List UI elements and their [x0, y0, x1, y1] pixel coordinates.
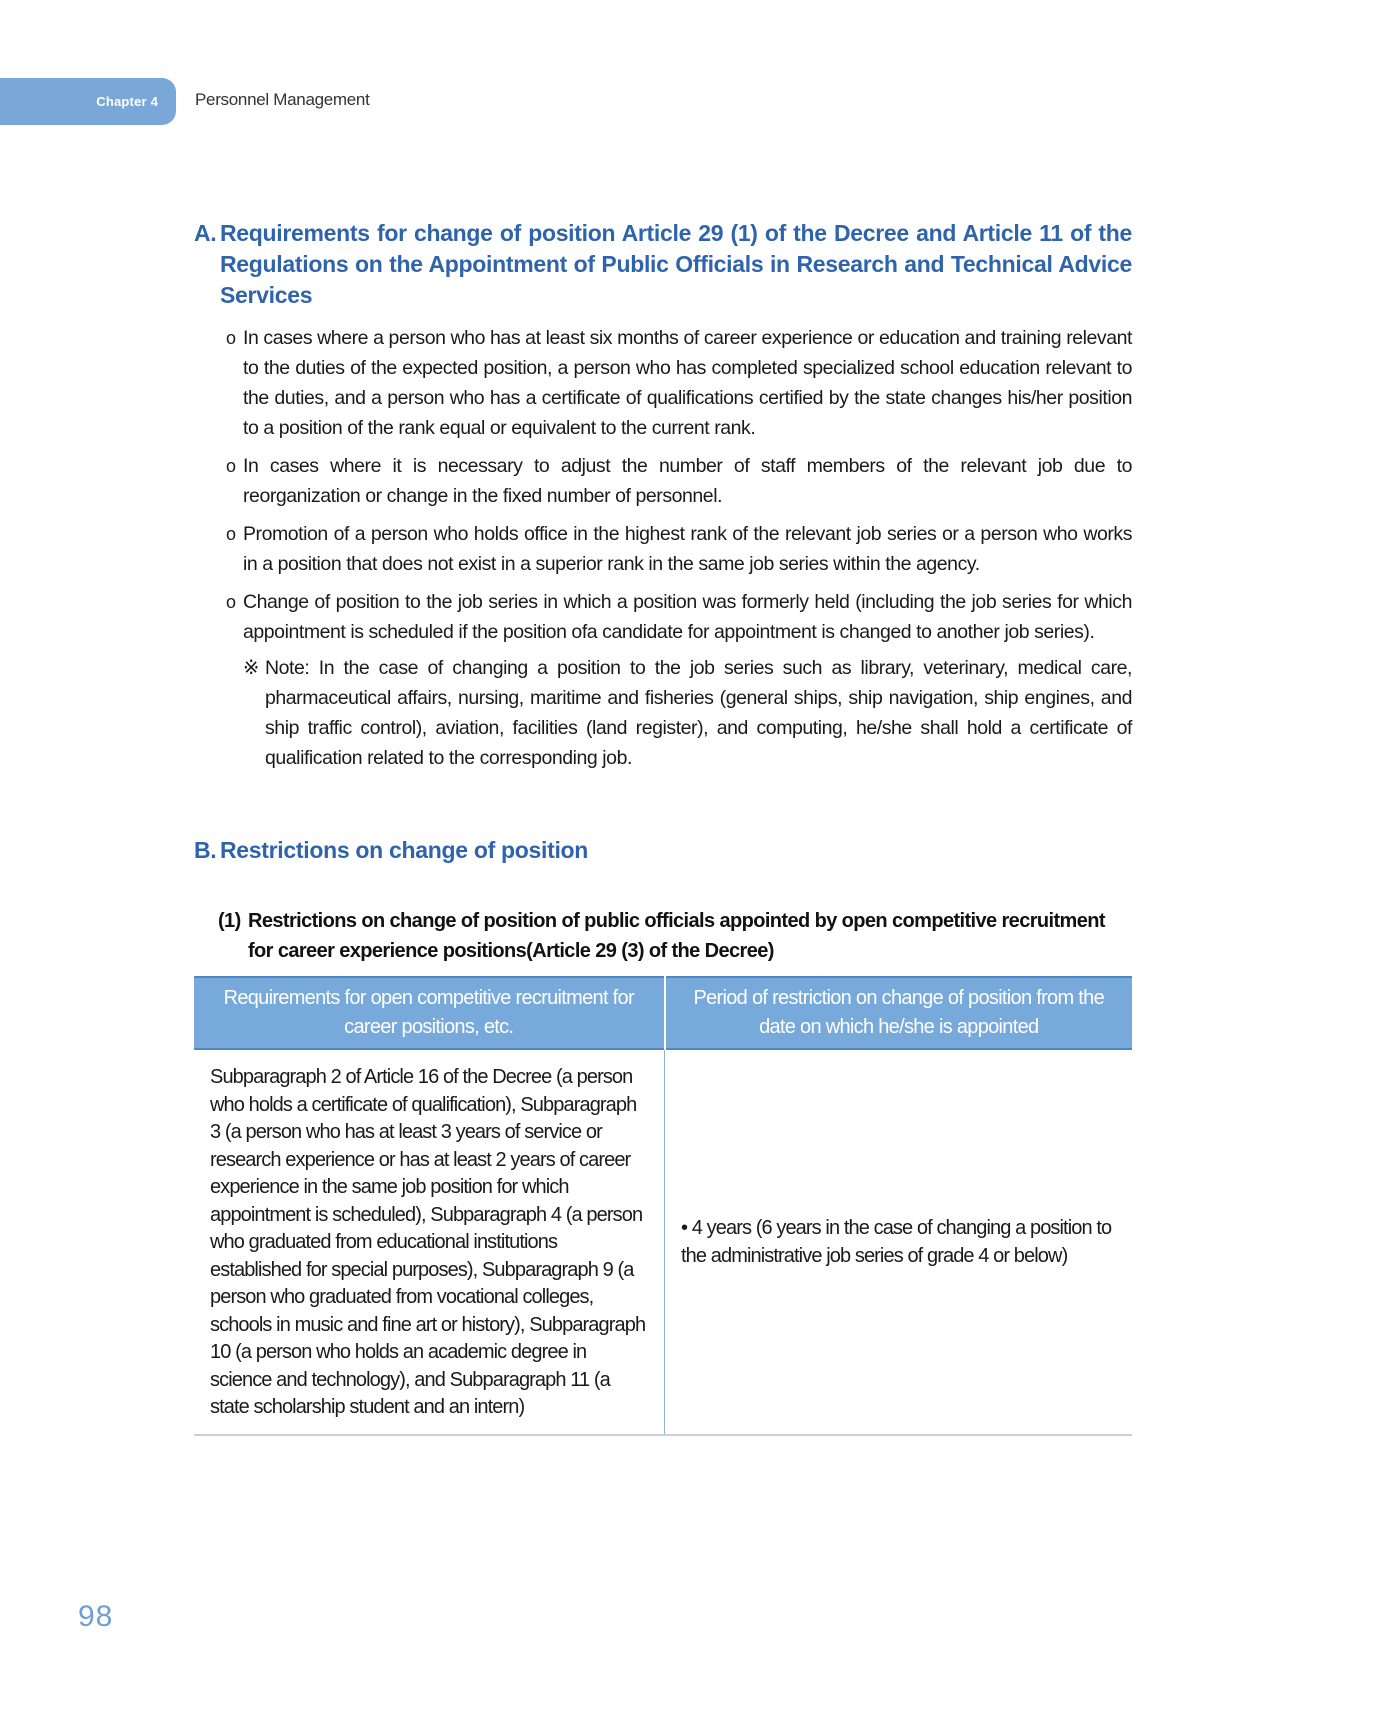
- section-a-heading: [194, 218, 1132, 311]
- subsection-heading: [218, 906, 1132, 966]
- list-item: [226, 587, 1132, 647]
- reference-mark-icon: ※: [243, 657, 259, 679]
- table-header-requirements: Requirements for open competitive recruitment for career positions, etc.: [194, 977, 665, 1049]
- list-item: [226, 451, 1132, 511]
- section-b-letter: B.: [194, 837, 217, 863]
- list-item-text: Change of position to the job series in which a position was formerly held (including the job series for which appointment is scheduled if the position ofa candidate for appointment is changed to another job series).: [243, 591, 1132, 643]
- bullet-dot-icon: •: [681, 1217, 688, 1240]
- list-item: [226, 323, 1132, 443]
- table-row: [194, 1049, 1132, 1435]
- circle-bullet-icon: o: [226, 328, 236, 348]
- table-cell-requirement: Subparagraph 2 of Article 16 of the Decree (a person who holds a certificate of qualification), Subparagraph 3 (a person who has at least 3 years of service or research experience or has at least 2 years of career experience in the same job position for which appointment is scheduled), Subparagraph 4 (a person who graduated from educational institutions established for special purposes), Subparagraph 9 (a person who graduated from vocational colleges, schools in music and fine art or history), Subparagraph 10 (a person who holds an academic degree in science and technology), and Subparagraph 11 (a state scholarship student and an intern): [194, 1049, 665, 1435]
- section-a-bullet-list: [226, 323, 1132, 773]
- list-item-text: Promotion of a person who holds office in the highest rank of the relevant job series or a person who works in a position that does not exist in a superior rank in the same job series within the agency.: [243, 523, 1132, 575]
- subsection-heading-text: Restrictions on change of position of public officials appointed by open competitive recruitment for career experience positions(Article 29 (3) of the Decree): [248, 910, 1105, 962]
- section-b-heading-text: Restrictions on change of position: [220, 837, 589, 863]
- chapter-label: Chapter 4: [96, 94, 158, 109]
- circle-bullet-icon: o: [226, 524, 236, 544]
- running-title: Personnel Management: [195, 90, 370, 109]
- section-a-letter: A.: [194, 220, 217, 246]
- list-item: [226, 519, 1132, 579]
- chapter-tab: [0, 78, 176, 125]
- subsection-number: (1): [218, 910, 241, 932]
- period-text: 4 years (6 years in the case of changing a position to the administrative job series of grade 4 or below): [681, 1217, 1112, 1267]
- note: [243, 653, 1132, 773]
- page-content: [194, 218, 1132, 1436]
- circle-bullet-icon: o: [226, 592, 236, 612]
- page-number: 98: [78, 1600, 114, 1633]
- table-cell-period: [665, 1049, 1133, 1435]
- table-header-row: [194, 977, 1132, 1049]
- section-b-heading: [194, 835, 1132, 866]
- list-item-text: In cases where a person who has at least six months of career experience or education and training relevant to the duties of the expected position, a person who has completed specialized school education relevant to the duties, and a person who has a certificate of qualifications certified by the state changes his/her position to a position of the rank equal or equivalent to the current rank.: [243, 327, 1132, 439]
- note-text: Note: In the case of changing a position to the job series such as library, veterinary, medical care, pharmaceutical affairs, nursing, maritime and fisheries (general ships, ship navigation, ship engines, and ship traffic control), aviation, facilities (land register), and computing, he/she shall hold a certificate of qualification related to the corresponding job.: [265, 657, 1132, 769]
- section-a-heading-text: Requirements for change of position Article 29 (1) of the Decree and Article 11 of the Regulations on the Appointment of Public Officials in Research and Technical Advice Services: [220, 220, 1132, 308]
- circle-bullet-icon: o: [226, 456, 236, 476]
- list-item-text: In cases where it is necessary to adjust the number of staff members of the relevant job due to reorganization or change in the fixed number of personnel.: [243, 455, 1132, 507]
- table-header-period: Period of restriction on change of position from the date on which he/she is appointed: [665, 977, 1133, 1049]
- restrictions-table: [194, 976, 1132, 1436]
